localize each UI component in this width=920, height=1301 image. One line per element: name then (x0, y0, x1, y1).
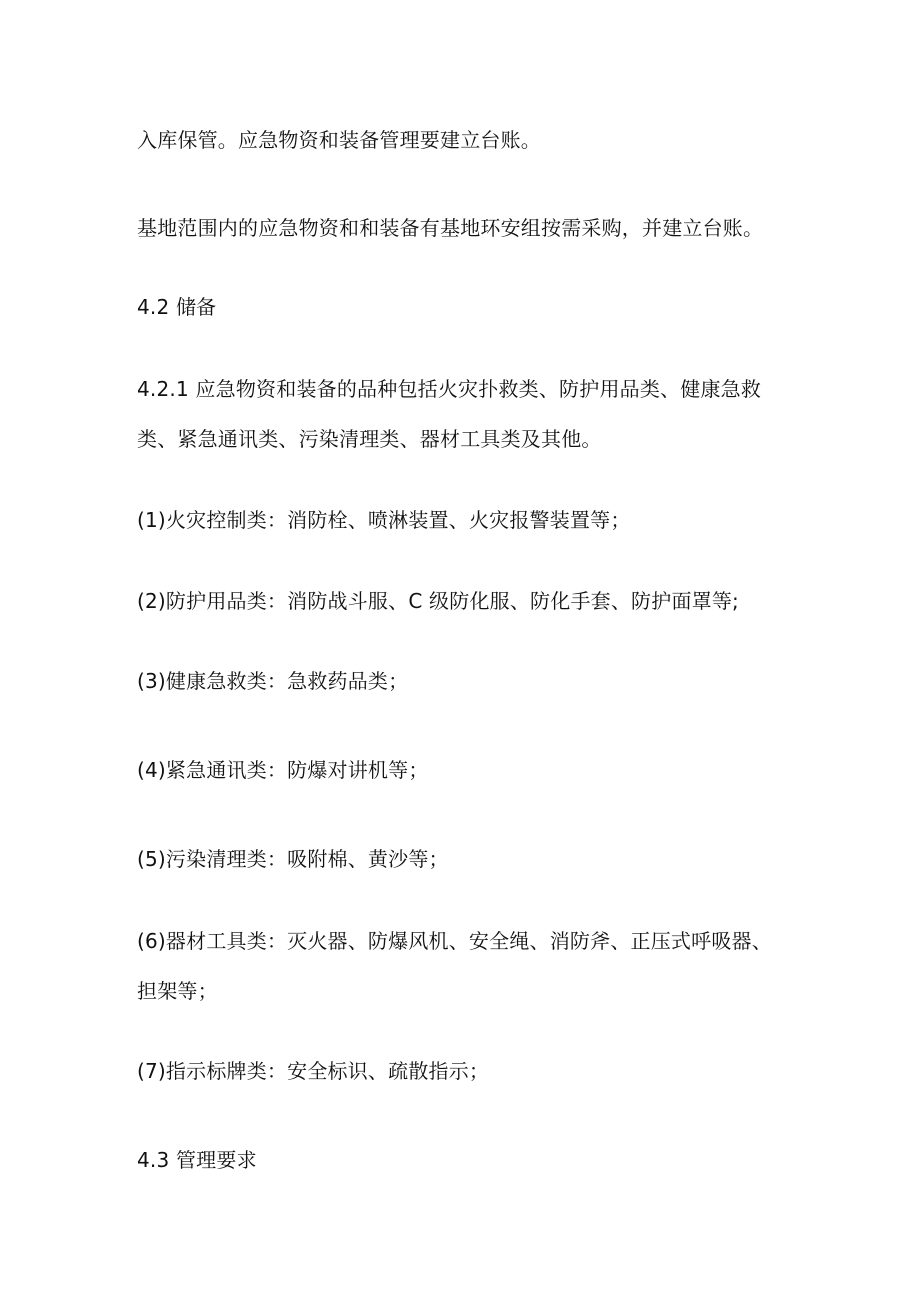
list-item-fire-control: (1)火灾控制类：消防栓、喷淋装置、火灾报警装置等； (137, 508, 631, 532)
list-item-first-aid: (3)健康急救类：急救药品类； (137, 669, 409, 693)
list-item-pollution-cleanup: (5)污染清理类：吸附棉、黄沙等； (137, 847, 449, 871)
paragraph-4-2-1-line2: 类、紧急通讯类、污染清理类、器材工具类及其他。 (137, 427, 602, 451)
section-heading-4-2: 4.2 储备 (137, 295, 217, 319)
paragraph-storage-ledger: 入库保管。应急物资和装备管理要建立台账。 (137, 128, 541, 152)
section-heading-4-3: 4.3 管理要求 (137, 1148, 257, 1172)
paragraph-4-2-1-line1: 4.2.1 应急物资和装备的品种包括火灾扑救类、防护用品类、健康急救 (137, 377, 762, 401)
list-item-communications: (4)紧急通讯类：防爆对讲机等； (137, 758, 429, 782)
list-item-tools-line2: 担架等； (137, 979, 218, 1003)
list-item-protective-gear: (2)防护用品类：消防战斗服、C 级防化服、防化手套、防护面罩等; (137, 589, 739, 613)
list-item-signage: (7)指示标牌类：安全标识、疏散指示； (137, 1059, 490, 1083)
list-item-tools-line1: (6)器材工具类：灭火器、防爆风机、安全绳、消防斧、正压式呼吸器、 (137, 929, 772, 953)
paragraph-base-procurement: 基地范围内的应急物资和和装备有基地环安组按需采购，并建立台账。 (137, 216, 764, 240)
